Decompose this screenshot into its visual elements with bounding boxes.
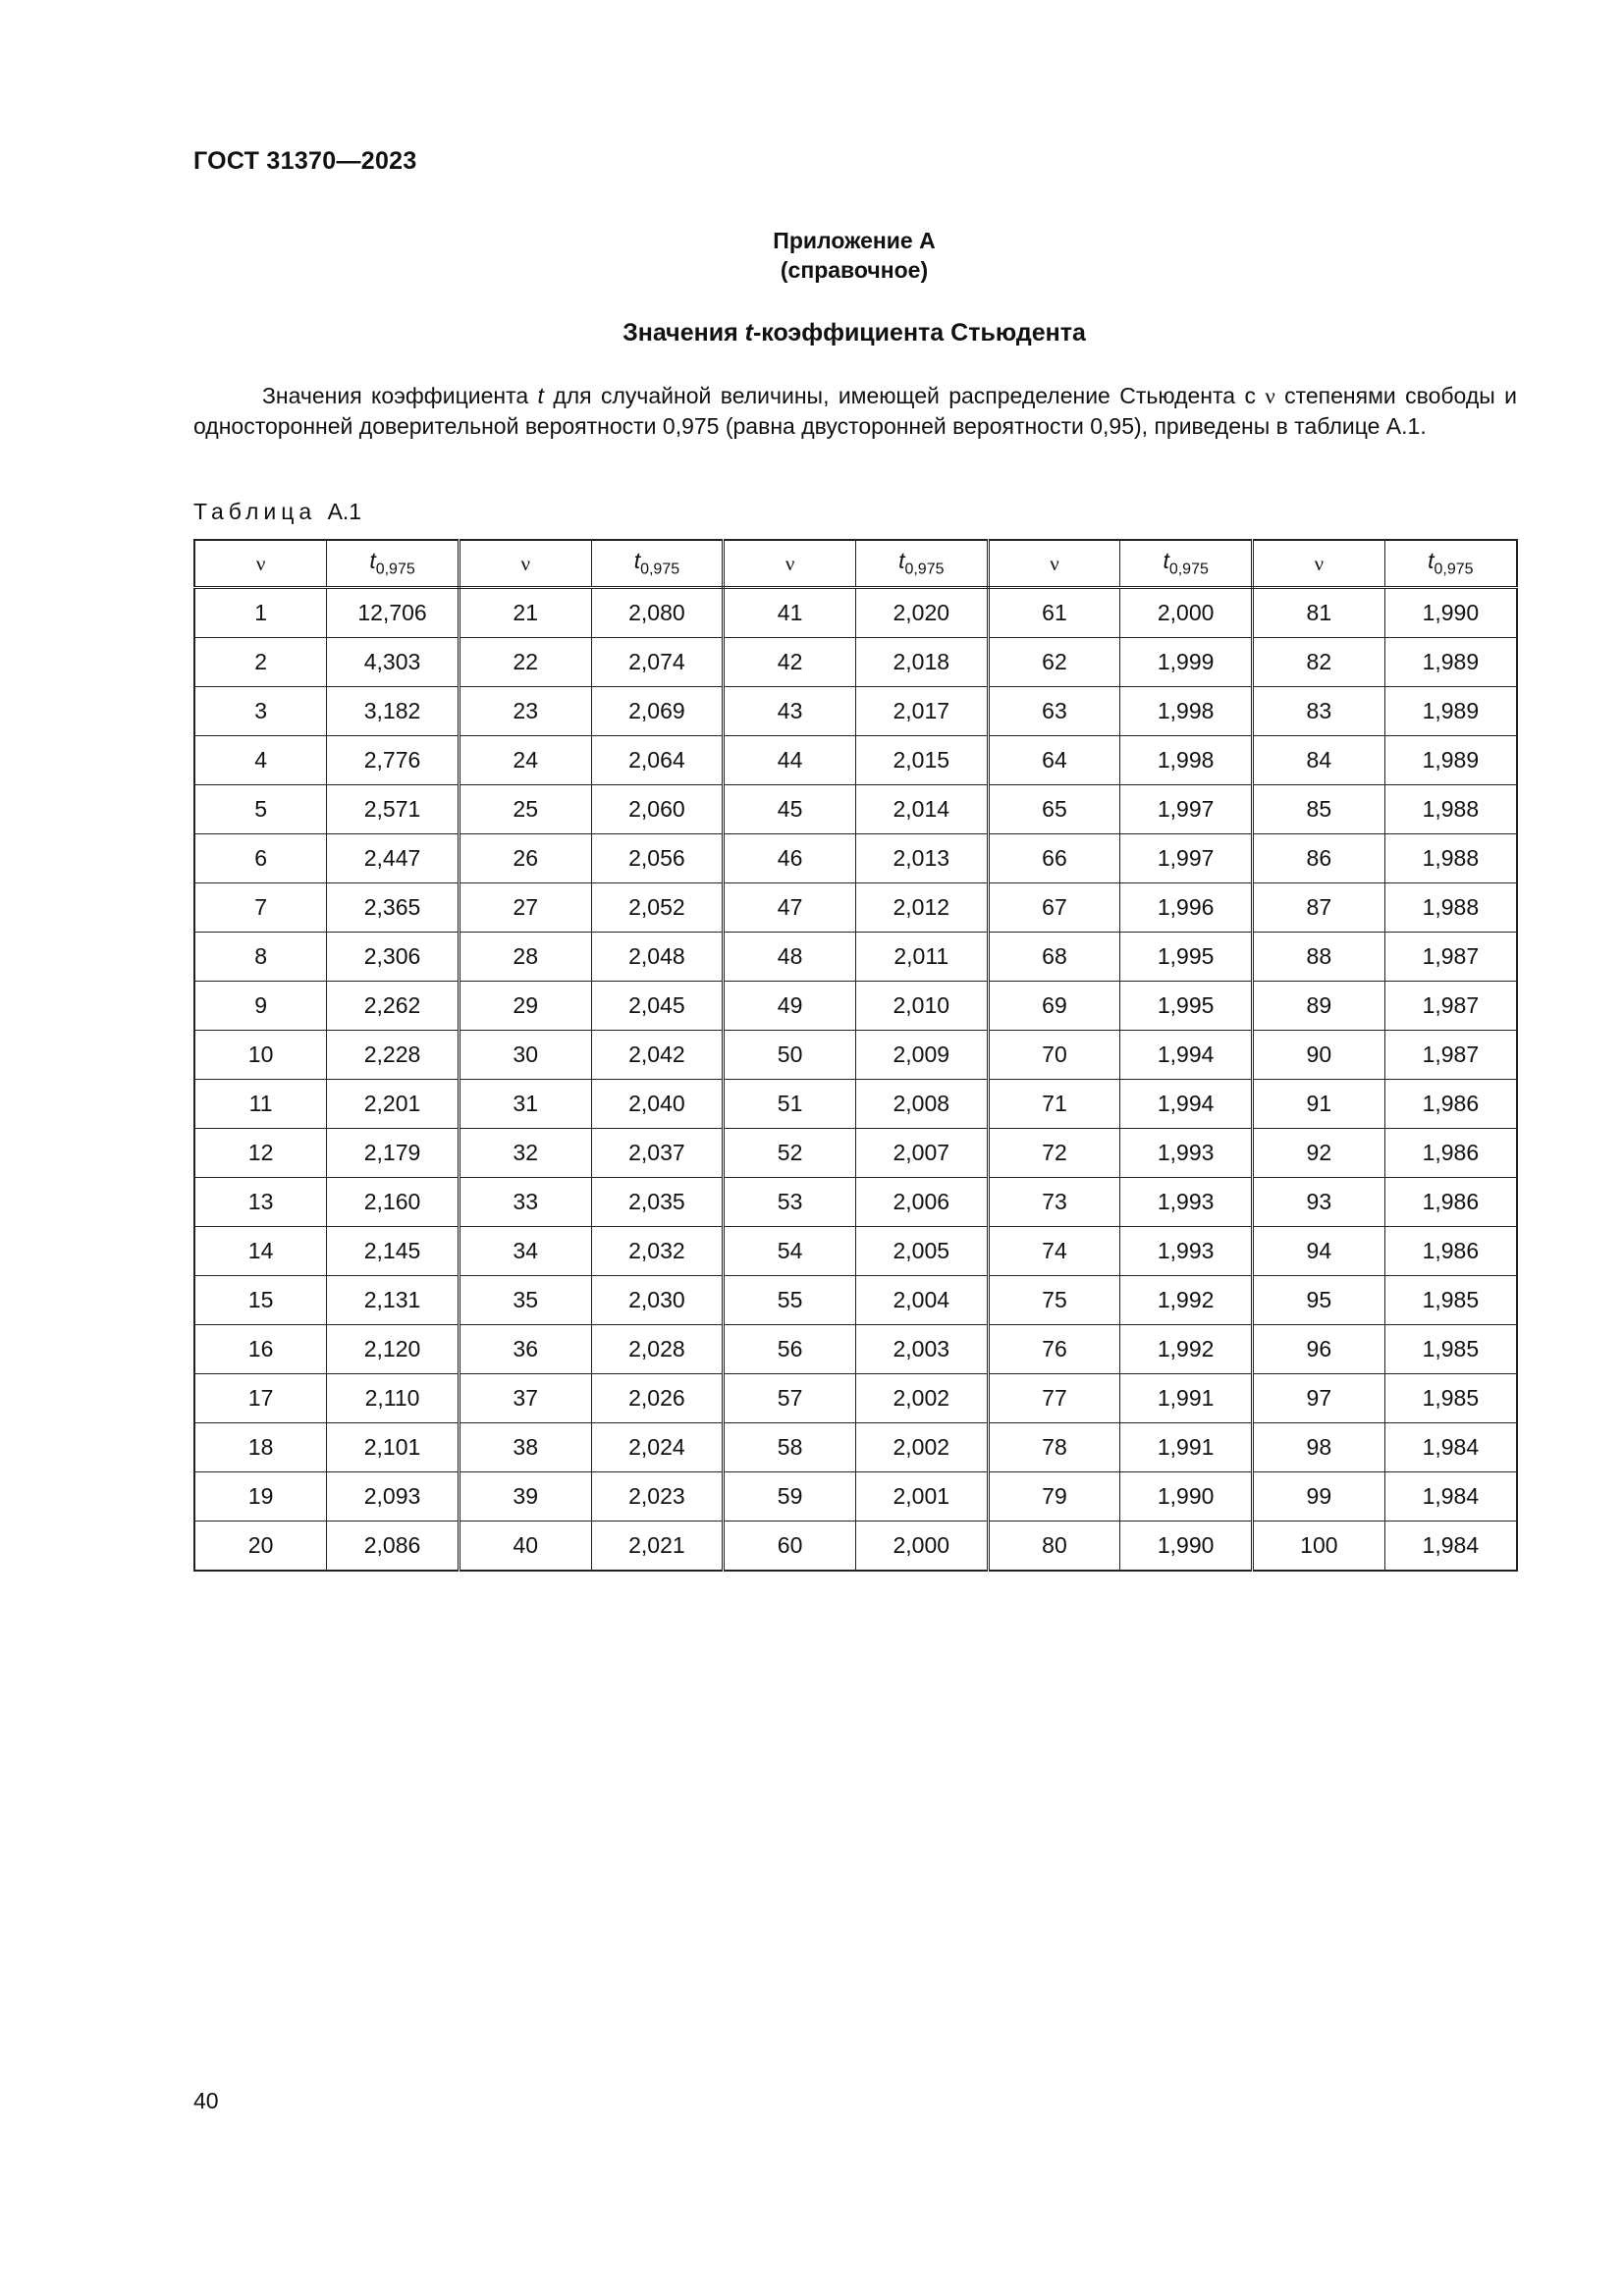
cell-degrees-of-freedom: 21 <box>459 588 591 638</box>
table-row <box>194 1423 1517 1472</box>
cell-t-value: 2,021 <box>591 1522 724 1572</box>
cell-t-value: 4,303 <box>327 638 460 687</box>
cell-degrees-of-freedom: 33 <box>459 1178 591 1227</box>
cell-degrees-of-freedom: 83 <box>1253 687 1385 736</box>
cell-t-value: 1,989 <box>1384 638 1517 687</box>
cell-degrees-of-freedom: 93 <box>1253 1178 1385 1227</box>
cell-degrees-of-freedom: 12 <box>194 1129 327 1178</box>
cell-degrees-of-freedom: 15 <box>194 1276 327 1325</box>
cell-degrees-of-freedom: 2 <box>194 638 327 687</box>
section-title-after: -коэффициента Стьюдента <box>752 319 1086 347</box>
cell-t-value: 2,048 <box>591 933 724 982</box>
cell-degrees-of-freedom: 48 <box>724 933 856 982</box>
header-t-symbol: t <box>1163 548 1169 574</box>
header-t-symbol: t <box>633 548 641 574</box>
cell-degrees-of-freedom: 40 <box>459 1522 591 1572</box>
cell-degrees-of-freedom: 71 <box>988 1080 1120 1129</box>
cell-degrees-of-freedom: 54 <box>724 1227 856 1276</box>
intro-paragraph <box>193 381 1517 442</box>
annex-title: Приложение А <box>773 228 936 253</box>
cell-degrees-of-freedom: 62 <box>988 638 1120 687</box>
cell-degrees-of-freedom: 45 <box>724 785 856 834</box>
cell-t-value: 1,999 <box>1120 638 1253 687</box>
cell-t-value: 1,985 <box>1384 1276 1517 1325</box>
cell-t-value: 1,998 <box>1120 736 1253 785</box>
cell-degrees-of-freedom: 90 <box>1253 1031 1385 1080</box>
cell-degrees-of-freedom: 38 <box>459 1423 591 1472</box>
cell-t-value: 1,990 <box>1384 588 1517 638</box>
cell-degrees-of-freedom: 11 <box>194 1080 327 1129</box>
cell-degrees-of-freedom: 98 <box>1253 1423 1385 1472</box>
cell-degrees-of-freedom: 99 <box>1253 1472 1385 1522</box>
cell-degrees-of-freedom: 69 <box>988 982 1120 1031</box>
cell-degrees-of-freedom: 87 <box>1253 883 1385 933</box>
cell-degrees-of-freedom: 28 <box>459 933 591 982</box>
cell-t-value: 2,001 <box>855 1472 988 1522</box>
intro-t: t <box>537 383 544 408</box>
cell-t-value: 2,009 <box>855 1031 988 1080</box>
cell-degrees-of-freedom: 46 <box>724 834 856 883</box>
cell-t-value: 2,002 <box>855 1374 988 1423</box>
cell-degrees-of-freedom: 75 <box>988 1276 1120 1325</box>
cell-degrees-of-freedom: 96 <box>1253 1325 1385 1374</box>
cell-degrees-of-freedom: 56 <box>724 1325 856 1374</box>
intro-part3: степенями свободы и односторонней доверительной вероятности 0,975 (равна двусторонней вероятности 0,95), приведены в таблице А.1. <box>193 383 1518 439</box>
table-row <box>194 1227 1517 1276</box>
cell-degrees-of-freedom: 94 <box>1253 1227 1385 1276</box>
cell-t-value: 2,035 <box>591 1178 724 1227</box>
cell-t-value: 1,986 <box>1384 1129 1517 1178</box>
header-t-0975 <box>1384 540 1517 588</box>
cell-degrees-of-freedom: 24 <box>459 736 591 785</box>
cell-degrees-of-freedom: 86 <box>1253 834 1385 883</box>
cell-degrees-of-freedom: 55 <box>724 1276 856 1325</box>
table-row <box>194 736 1517 785</box>
cell-t-value: 1,995 <box>1120 982 1253 1031</box>
cell-degrees-of-freedom: 4 <box>194 736 327 785</box>
header-nu: ν <box>459 540 591 588</box>
cell-degrees-of-freedom: 88 <box>1253 933 1385 982</box>
cell-t-value: 2,003 <box>855 1325 988 1374</box>
cell-t-value: 1,993 <box>1120 1129 1253 1178</box>
cell-t-value: 2,002 <box>855 1423 988 1472</box>
cell-t-value: 2,160 <box>327 1178 460 1227</box>
cell-degrees-of-freedom: 59 <box>724 1472 856 1522</box>
cell-degrees-of-freedom: 6 <box>194 834 327 883</box>
section-title <box>0 319 1624 347</box>
cell-degrees-of-freedom: 18 <box>194 1423 327 1472</box>
cell-t-value: 1,990 <box>1120 1472 1253 1522</box>
cell-degrees-of-freedom: 14 <box>194 1227 327 1276</box>
cell-t-value: 2,262 <box>327 982 460 1031</box>
table-row <box>194 1374 1517 1423</box>
cell-degrees-of-freedom: 50 <box>724 1031 856 1080</box>
cell-t-value: 2,201 <box>327 1080 460 1129</box>
intro-part1: Значения коэффициента <box>262 383 538 408</box>
table-row <box>194 1472 1517 1522</box>
cell-degrees-of-freedom: 10 <box>194 1031 327 1080</box>
cell-t-value: 1,986 <box>1384 1080 1517 1129</box>
cell-t-value: 2,010 <box>855 982 988 1031</box>
cell-t-value: 2,069 <box>591 687 724 736</box>
table-row <box>194 982 1517 1031</box>
cell-degrees-of-freedom: 65 <box>988 785 1120 834</box>
cell-degrees-of-freedom: 67 <box>988 883 1120 933</box>
cell-degrees-of-freedom: 91 <box>1253 1080 1385 1129</box>
cell-degrees-of-freedom: 42 <box>724 638 856 687</box>
cell-degrees-of-freedom: 66 <box>988 834 1120 883</box>
cell-t-value: 2,056 <box>591 834 724 883</box>
cell-t-value: 2,179 <box>327 1129 460 1178</box>
table-caption-word: Таблица <box>193 499 317 524</box>
cell-t-value: 2,447 <box>327 834 460 883</box>
cell-degrees-of-freedom: 73 <box>988 1178 1120 1227</box>
cell-t-value: 2,024 <box>591 1423 724 1472</box>
header-nu: ν <box>1253 540 1385 588</box>
cell-t-value: 1,987 <box>1384 933 1517 982</box>
cell-degrees-of-freedom: 51 <box>724 1080 856 1129</box>
header-t-0975 <box>591 540 724 588</box>
cell-t-value: 2,032 <box>591 1227 724 1276</box>
student-t-table <box>193 539 1518 1572</box>
cell-t-value: 2,776 <box>327 736 460 785</box>
table-row <box>194 1325 1517 1374</box>
cell-degrees-of-freedom: 74 <box>988 1227 1120 1276</box>
cell-degrees-of-freedom: 30 <box>459 1031 591 1080</box>
cell-t-value: 2,030 <box>591 1276 724 1325</box>
cell-degrees-of-freedom: 25 <box>459 785 591 834</box>
table-caption-number: А.1 <box>327 499 362 524</box>
cell-t-value: 2,040 <box>591 1080 724 1129</box>
cell-t-value: 1,990 <box>1120 1522 1253 1572</box>
cell-degrees-of-freedom: 68 <box>988 933 1120 982</box>
cell-degrees-of-freedom: 63 <box>988 687 1120 736</box>
section-title-before: Значения <box>623 319 745 347</box>
cell-degrees-of-freedom: 95 <box>1253 1276 1385 1325</box>
table-row <box>194 1080 1517 1129</box>
table-body <box>194 588 1517 1572</box>
cell-t-value: 3,182 <box>327 687 460 736</box>
intro-nu: ν <box>1265 384 1275 408</box>
cell-degrees-of-freedom: 100 <box>1253 1522 1385 1572</box>
cell-degrees-of-freedom: 78 <box>988 1423 1120 1472</box>
cell-degrees-of-freedom: 17 <box>194 1374 327 1423</box>
cell-t-value: 2,000 <box>855 1522 988 1572</box>
table-row <box>194 1178 1517 1227</box>
cell-t-value: 2,086 <box>327 1522 460 1572</box>
cell-degrees-of-freedom: 32 <box>459 1129 591 1178</box>
cell-degrees-of-freedom: 97 <box>1253 1374 1385 1423</box>
table-row <box>194 1276 1517 1325</box>
cell-degrees-of-freedom: 35 <box>459 1276 591 1325</box>
cell-degrees-of-freedom: 26 <box>459 834 591 883</box>
header-t-0975 <box>327 540 460 588</box>
table-row <box>194 933 1517 982</box>
header-t-subscript: 0,975 <box>1434 561 1474 578</box>
cell-degrees-of-freedom: 84 <box>1253 736 1385 785</box>
page-number: 40 <box>193 2088 219 2113</box>
table-header-row <box>194 540 1517 588</box>
table-row <box>194 883 1517 933</box>
cell-t-value: 1,991 <box>1120 1423 1253 1472</box>
header-nu: ν <box>988 540 1120 588</box>
cell-t-value: 1,987 <box>1384 982 1517 1031</box>
cell-t-value: 1,986 <box>1384 1178 1517 1227</box>
cell-degrees-of-freedom: 57 <box>724 1374 856 1423</box>
cell-t-value: 12,706 <box>327 588 460 638</box>
cell-degrees-of-freedom: 64 <box>988 736 1120 785</box>
cell-t-value: 2,052 <box>591 883 724 933</box>
cell-t-value: 2,013 <box>855 834 988 883</box>
cell-t-value: 2,120 <box>327 1325 460 1374</box>
cell-t-value: 2,074 <box>591 638 724 687</box>
cell-degrees-of-freedom: 43 <box>724 687 856 736</box>
table-row <box>194 834 1517 883</box>
cell-t-value: 2,060 <box>591 785 724 834</box>
cell-t-value: 1,991 <box>1120 1374 1253 1423</box>
cell-degrees-of-freedom: 53 <box>724 1178 856 1227</box>
cell-degrees-of-freedom: 8 <box>194 933 327 982</box>
cell-t-value: 1,984 <box>1384 1472 1517 1522</box>
cell-t-value: 2,020 <box>855 588 988 638</box>
cell-t-value: 1,989 <box>1384 687 1517 736</box>
table-row <box>194 1129 1517 1178</box>
cell-t-value: 2,007 <box>855 1129 988 1178</box>
cell-t-value: 2,018 <box>855 638 988 687</box>
cell-t-value: 2,011 <box>855 933 988 982</box>
cell-t-value: 1,993 <box>1120 1227 1253 1276</box>
table-caption <box>193 499 361 525</box>
cell-degrees-of-freedom: 76 <box>988 1325 1120 1374</box>
cell-degrees-of-freedom: 58 <box>724 1423 856 1472</box>
cell-t-value: 2,228 <box>327 1031 460 1080</box>
cell-t-value: 1,989 <box>1384 736 1517 785</box>
cell-t-value: 1,993 <box>1120 1178 1253 1227</box>
cell-degrees-of-freedom: 70 <box>988 1031 1120 1080</box>
cell-degrees-of-freedom: 37 <box>459 1374 591 1423</box>
cell-degrees-of-freedom: 85 <box>1253 785 1385 834</box>
header-t-symbol: t <box>1428 548 1435 574</box>
cell-t-value: 1,992 <box>1120 1325 1253 1374</box>
cell-t-value: 2,000 <box>1120 588 1253 638</box>
table-row <box>194 785 1517 834</box>
cell-degrees-of-freedom: 77 <box>988 1374 1120 1423</box>
cell-degrees-of-freedom: 49 <box>724 982 856 1031</box>
cell-t-value: 1,992 <box>1120 1276 1253 1325</box>
cell-t-value: 2,571 <box>327 785 460 834</box>
cell-t-value: 2,004 <box>855 1276 988 1325</box>
cell-t-value: 1,985 <box>1384 1325 1517 1374</box>
cell-t-value: 2,012 <box>855 883 988 933</box>
cell-degrees-of-freedom: 23 <box>459 687 591 736</box>
cell-degrees-of-freedom: 34 <box>459 1227 591 1276</box>
cell-t-value: 2,028 <box>591 1325 724 1374</box>
cell-degrees-of-freedom: 72 <box>988 1129 1120 1178</box>
cell-t-value: 1,997 <box>1120 834 1253 883</box>
cell-t-value: 1,994 <box>1120 1080 1253 1129</box>
cell-t-value: 2,026 <box>591 1374 724 1423</box>
cell-degrees-of-freedom: 7 <box>194 883 327 933</box>
cell-degrees-of-freedom: 80 <box>988 1522 1120 1572</box>
cell-t-value: 2,101 <box>327 1423 460 1472</box>
header-t-subscript: 0,975 <box>640 561 680 578</box>
cell-t-value: 2,006 <box>855 1178 988 1227</box>
cell-t-value: 1,985 <box>1384 1374 1517 1423</box>
cell-degrees-of-freedom: 36 <box>459 1325 591 1374</box>
header-t-0975 <box>1120 540 1253 588</box>
table-row <box>194 687 1517 736</box>
cell-degrees-of-freedom: 92 <box>1253 1129 1385 1178</box>
cell-t-value: 1,995 <box>1120 933 1253 982</box>
cell-t-value: 2,080 <box>591 588 724 638</box>
section-title-italic: t <box>744 319 753 347</box>
cell-t-value: 2,017 <box>855 687 988 736</box>
cell-t-value: 1,996 <box>1120 883 1253 933</box>
cell-degrees-of-freedom: 9 <box>194 982 327 1031</box>
cell-t-value: 2,110 <box>327 1374 460 1423</box>
cell-degrees-of-freedom: 47 <box>724 883 856 933</box>
cell-t-value: 2,042 <box>591 1031 724 1080</box>
cell-degrees-of-freedom: 16 <box>194 1325 327 1374</box>
cell-degrees-of-freedom: 61 <box>988 588 1120 638</box>
cell-t-value: 1,987 <box>1384 1031 1517 1080</box>
cell-degrees-of-freedom: 44 <box>724 736 856 785</box>
cell-degrees-of-freedom: 29 <box>459 982 591 1031</box>
table-row <box>194 1522 1517 1572</box>
cell-degrees-of-freedom: 1 <box>194 588 327 638</box>
cell-t-value: 2,131 <box>327 1276 460 1325</box>
cell-t-value: 2,015 <box>855 736 988 785</box>
cell-t-value: 2,045 <box>591 982 724 1031</box>
annex-type: (справочное) <box>780 257 929 283</box>
cell-t-value: 2,365 <box>327 883 460 933</box>
cell-t-value: 1,988 <box>1384 785 1517 834</box>
header-t-symbol: t <box>898 548 905 574</box>
header-t-subscript: 0,975 <box>1168 561 1209 578</box>
cell-t-value: 2,008 <box>855 1080 988 1129</box>
cell-t-value: 1,984 <box>1384 1423 1517 1472</box>
cell-t-value: 1,998 <box>1120 687 1253 736</box>
cell-degrees-of-freedom: 27 <box>459 883 591 933</box>
cell-t-value: 2,037 <box>591 1129 724 1178</box>
document-code: ГОСТ 31370—2023 <box>193 147 417 175</box>
table-row <box>194 1031 1517 1080</box>
cell-degrees-of-freedom: 81 <box>1253 588 1385 638</box>
cell-t-value: 2,005 <box>855 1227 988 1276</box>
cell-t-value: 2,145 <box>327 1227 460 1276</box>
cell-t-value: 2,023 <box>591 1472 724 1522</box>
cell-t-value: 1,986 <box>1384 1227 1517 1276</box>
cell-t-value: 1,988 <box>1384 834 1517 883</box>
cell-t-value: 1,984 <box>1384 1522 1517 1572</box>
cell-t-value: 2,093 <box>327 1472 460 1522</box>
cell-degrees-of-freedom: 52 <box>724 1129 856 1178</box>
cell-degrees-of-freedom: 39 <box>459 1472 591 1522</box>
header-t-symbol: t <box>369 548 376 574</box>
cell-degrees-of-freedom: 89 <box>1253 982 1385 1031</box>
cell-degrees-of-freedom: 41 <box>724 588 856 638</box>
table-row <box>194 588 1517 638</box>
cell-degrees-of-freedom: 20 <box>194 1522 327 1572</box>
cell-degrees-of-freedom: 82 <box>1253 638 1385 687</box>
intro-part2: для случайной величины, имеющей распределение Стьюдента с <box>543 383 1266 408</box>
header-t-subscript: 0,975 <box>904 561 945 578</box>
header-nu: ν <box>724 540 856 588</box>
cell-t-value: 2,014 <box>855 785 988 834</box>
header-t-subscript: 0,975 <box>375 561 415 578</box>
cell-t-value: 2,064 <box>591 736 724 785</box>
cell-degrees-of-freedom: 31 <box>459 1080 591 1129</box>
cell-degrees-of-freedom: 5 <box>194 785 327 834</box>
cell-t-value: 2,306 <box>327 933 460 982</box>
cell-t-value: 1,994 <box>1120 1031 1253 1080</box>
cell-degrees-of-freedom: 13 <box>194 1178 327 1227</box>
header-t-0975 <box>855 540 988 588</box>
cell-degrees-of-freedom: 22 <box>459 638 591 687</box>
cell-t-value: 1,988 <box>1384 883 1517 933</box>
cell-degrees-of-freedom: 3 <box>194 687 327 736</box>
cell-degrees-of-freedom: 19 <box>194 1472 327 1522</box>
table-row <box>194 638 1517 687</box>
cell-degrees-of-freedom: 79 <box>988 1472 1120 1522</box>
header-nu: ν <box>194 540 327 588</box>
cell-t-value: 1,997 <box>1120 785 1253 834</box>
cell-degrees-of-freedom: 60 <box>724 1522 856 1572</box>
